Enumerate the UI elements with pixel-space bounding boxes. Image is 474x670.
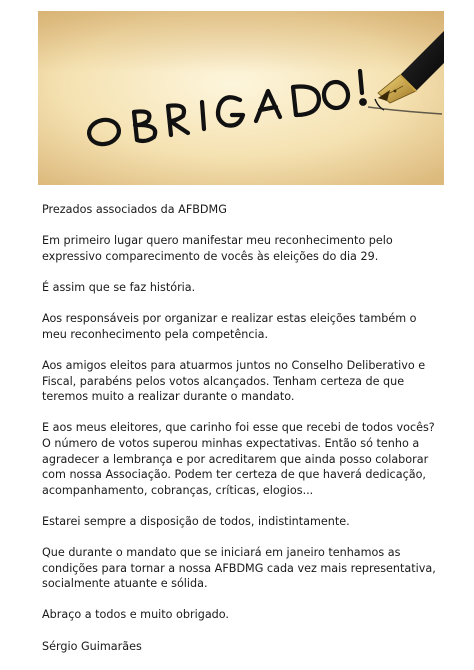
header-image (38, 11, 444, 185)
letter-paragraph: Que durante o mandato que se iniciará em janeiro tenhamos as condições para tornar a nossa AFBDMG cada vez mais representativa, socialmente atuante e sólida. (42, 546, 436, 591)
letter-closing: Abraço a todos e muito obrigado. (42, 608, 229, 622)
letter-paragraph: Estarei sempre a disposição de todos, indistintamente. (42, 514, 350, 528)
obrigado-illustration (38, 11, 444, 185)
letter-signature: Sérgio Guimarães (42, 639, 142, 653)
letter-greeting: Prezados associados da AFBDMG (42, 203, 227, 216)
letter-paragraph: E aos meus eleitores, que carinho foi esse que recebi de todos vocês? O número de votos superou minhas expectativas. Então só tenho a agradecer a lembrança e por acreditarem que ainda posso colaborar com nossa Associação. Podem ter certeza de que haverá dedicação, acompanhamento, cobranças, críticas, elogios... (42, 421, 435, 497)
letter-paragraph: Em primeiro lugar quero manifestar meu reconhecimento pelo expressivo comparecimento de vocês às eleições do dia 29. (42, 234, 393, 263)
letter-paragraph: Aos amigos eleitos para atuarmos juntos no Conselho Deliberativo e Fiscal, parabéns pelos votos alcançados. Tenham certeza de que teremos muito a realizar durante o mandato. (42, 358, 426, 404)
letter-paragraph: Aos responsáveis por organizar e realizar estas eleições também o meu reconhecimento pela competência. (42, 312, 417, 341)
letter-paragraph: É assim que se faz história. (42, 280, 196, 294)
letter-body (42, 202, 442, 654)
